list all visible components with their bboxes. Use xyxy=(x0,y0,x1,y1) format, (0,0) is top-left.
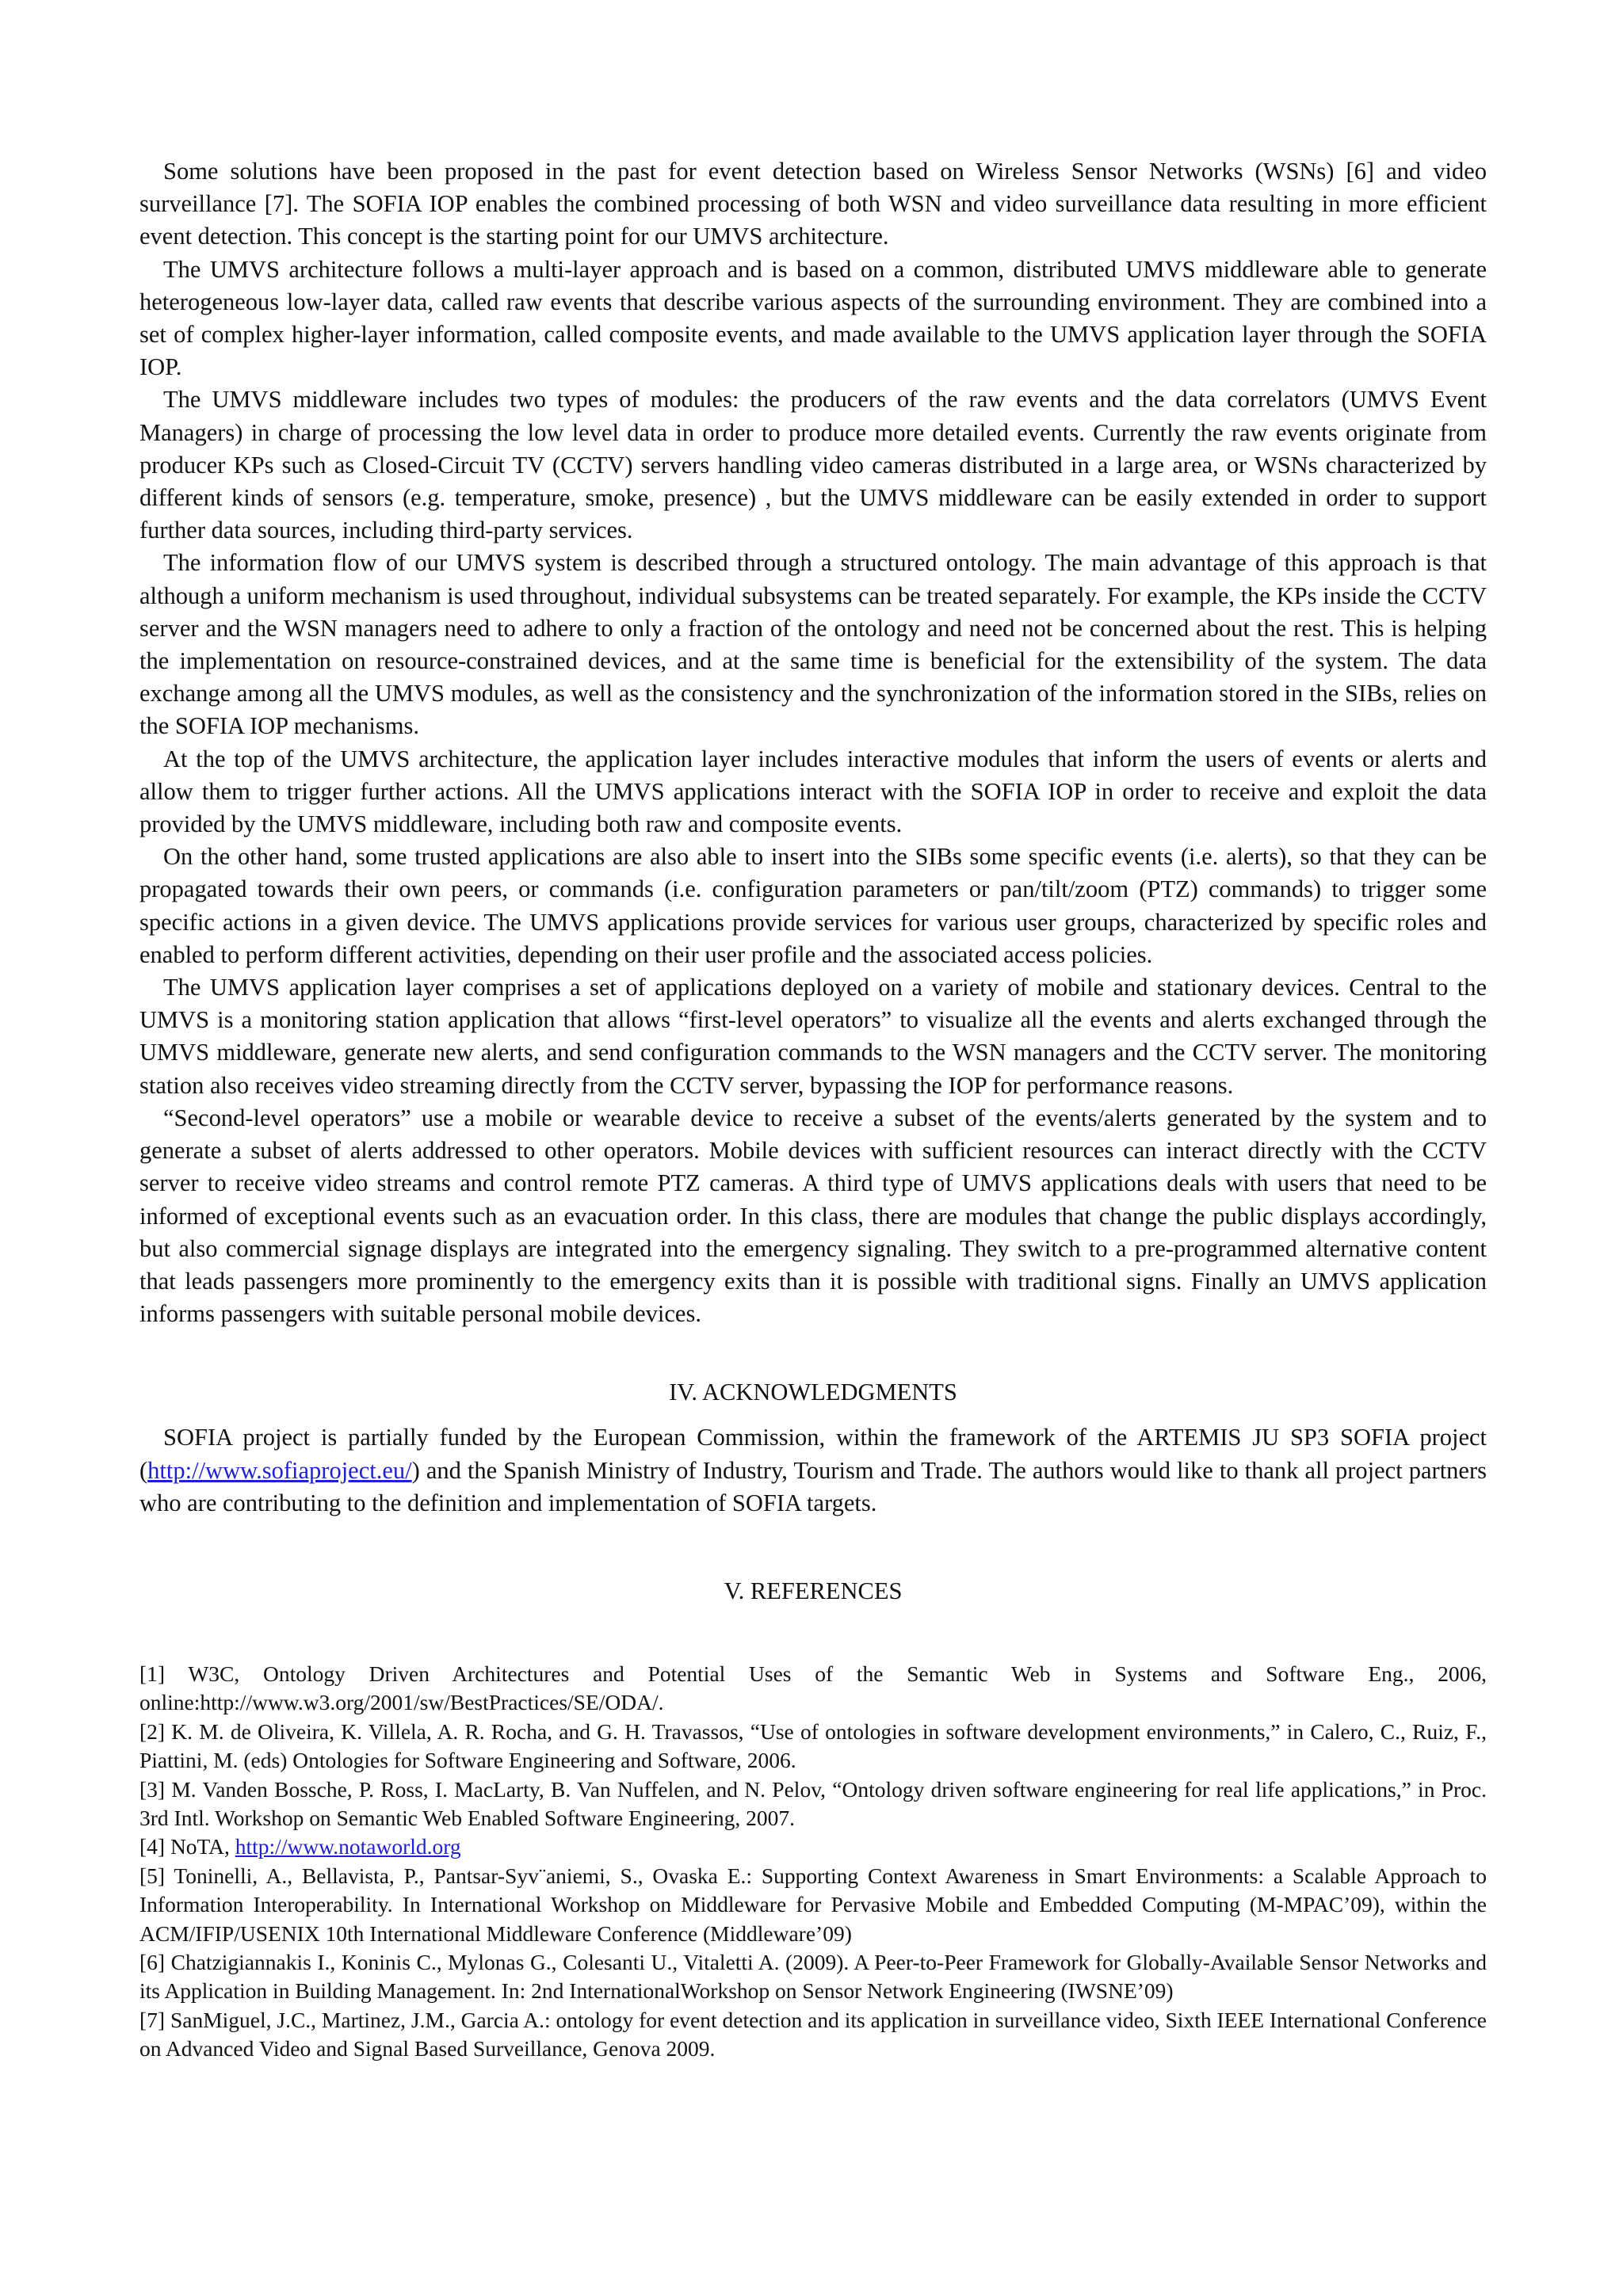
references-list xyxy=(139,1660,1487,2064)
acknowledgments-section xyxy=(139,1421,1487,1520)
reference-item: [6] Chatzigiannakis I., Koninis C., Mylonas G., Colesanti U., Vitaletti A. (2009). A Peer-to-Peer Framework for Globally-Available Sensor Networks and its Application in Building Management. In: 2nd InternationalWorkshop on Sensor Network Engineering (IWSNE’09) xyxy=(139,1949,1487,2004)
body-paragraph: Some solutions have been proposed in the past for event detection based on Wireless Sensor Networks (WSNs) [6] and video surveillance [7]. The SOFIA IOP enables the combined processing of both WSN and video surveillance data resulting in more efficient event detection. This concept is the starting point for our UMVS architecture. xyxy=(139,158,1487,250)
ack-text-before-link: SOFIA project is partially funded by the European Commission, within the framework of the ARTEMIS JU SP3 SOFIA project ( xyxy=(139,1424,1487,1484)
sofia-project-link[interactable]: http://www.sofiaproject.eu/ xyxy=(147,1456,412,1484)
reference-item xyxy=(139,1833,1487,1861)
reference-item: [2] K. M. de Oliveira, K. Villela, A. R. Rocha, and G. H. Travassos, “Use of ontologies in software development environments,” in Calero, C., Ruiz, F., Piattini, M. (eds) Ontologies for Software Engineering and Software, 2006. xyxy=(139,1718,1487,1773)
body-paragraph: “Second-level operators” use a mobile or wearable device to receive a subset of the events/alerts generated by the system and to generate a subset of alerts addressed to other operators. Mobile devices with sufficient resources can interact directly with the CCTV server to receive video streams and control remote PTZ cameras. A third type of UMVS applications deals with users that need to be informed of exceptional events such as an evacuation order. In this class, there are modules that change the public displays accordingly, but also commercial signage displays are integrated into the emergency signaling. They switch to a pre-programmed alternative content that leads passengers more prominently to the emergency exits than it is possible with traditional signs. Finally an UMVS application informs passengers with suitable personal mobile devices. xyxy=(139,1104,1487,1328)
reference-item: [7] SanMiguel, J.C., Martinez, J.M., Garcia A.: ontology for event detection and its application in surveillance video, Sixth IEEE International Conference on Advanced Video and Signal Based Surveillance, Genova 2009. xyxy=(139,2007,1487,2061)
body-paragraph: The UMVS application layer comprises a set of applications deployed on a variety of mobile and stationary devices. Central to the UMVS is a monitoring station application that allows “first-level operators” to visualize all the events and alerts exchanged through the UMVS middleware, generate new alerts, and send configuration commands to the WSN managers and the CCTV server. The monitoring station also receives video streaming directly from the CCTV server, bypassing the IOP for performance reasons. xyxy=(139,974,1487,1099)
reference-item: [3] M. Vanden Bossche, P. Ross, I. MacLarty, B. Van Nuffelen, and N. Pelov, “Ontology driven software engineering for real life applications,” in Proc. 3rd Intl. Workshop on Semantic Web Enabled Software Engineering, 2007. xyxy=(139,1776,1487,1830)
body-paragraph: At the top of the UMVS architecture, the application layer includes interactive modules that inform the users of events or alerts and allow them to trigger further actions. All the UMVS applications interact with the SOFIA IOP in order to receive and exploit the data provided by the UMVS middleware, including both raw and composite events. xyxy=(139,745,1487,838)
acknowledgments-paragraph xyxy=(139,1421,1487,1520)
body-paragraph: The UMVS middleware includes two types of modules: the producers of the raw events and the data correlators (UMVS Event Managers) in charge of processing the low level data in order to produce more detailed events. Currently the raw events originate from producer KPs such as Closed-Circuit TV (CCTV) servers handling video cameras distributed in a large area, or WSNs characterized by different kinds of sensors (e.g. temperature, smoke, presence) , but the UMVS middleware can be easily extended in order to support further data sources, including third-party services. xyxy=(139,386,1487,544)
reference-item: [5] Toninelli, A., Bellavista, P., Pantsar-Syv¨aniemi, S., Ovaska E.: Supporting Context Awareness in Smart Environments: a Scalable Approach to Information Interoperability. In International Workshop on Middleware for Pervasive Mobile and Embedded Computing (M-MPAC’09), within the ACM/IFIP/USENIX 10th International Middleware Conference (Middleware’09) xyxy=(139,1863,1487,1946)
body-paragraph: On the other hand, some trusted applications are also able to insert into the SIBs some specific events (i.e. alerts), so that they can be propagated towards their own peers, or commands (i.e. configuration parameters or pan/tilt/zoom (PTZ) commands) to trigger some specific actions in a given device. The UMVS applications provide services for various user groups, characterized by specific roles and enabled to perform different activities, depending on their user profile and the associated access policies. xyxy=(139,843,1487,968)
references-heading: V. REFERENCES xyxy=(724,1577,903,1604)
ack-text-after-link: ) and the Spanish Ministry of Industry, Tourism and Trade. The authors would like to thank all project partners who are contributing to the definition and implementation of SOFIA targets. xyxy=(139,1456,1487,1516)
reference-item: [1] W3C, Ontology Driven Architectures and Potential Uses of the Semantic Web in Systems and Software Eng., 2006, online:http://www.w3.org/2001/sw/BestPractices/SE/ODA/. xyxy=(139,1661,1487,1715)
body-paragraph: The information flow of our UMVS system is described through a structured ontology. The main advantage of this approach is that although a uniform mechanism is used throughout, individual subsystems can be treated separately. For example, the KPs inside the CCTV server and the WSN managers need to adhere to only a fraction of the ontology and need not be concerned about the rest. This is helping the implementation on resource-constrained devices, and at the same time is beneficial for the extensibility of the system. The data exchange among all the UMVS modules, as well as the consistency and the synchronization of the information stored in the SIBs, relies on the SOFIA IOP mechanisms. xyxy=(139,549,1487,740)
body-paragraph: The UMVS architecture follows a multi-layer approach and is based on a common, distributed UMVS middleware able to generate heterogeneous low-layer data, called raw events that describe various aspects of the surrounding environment. They are combined into a set of complex higher-layer information, called composite events, and made available to the UMVS application layer through the SOFIA IOP. xyxy=(139,255,1487,381)
paper-page xyxy=(139,155,1487,2064)
notaworld-link[interactable]: http://www.notaworld.org xyxy=(235,1834,461,1859)
body-section xyxy=(139,155,1487,1330)
reference-prefix: [4] NoTA, xyxy=(139,1834,235,1859)
acknowledgments-heading: IV. ACKNOWLEDGMENTS xyxy=(669,1379,957,1406)
